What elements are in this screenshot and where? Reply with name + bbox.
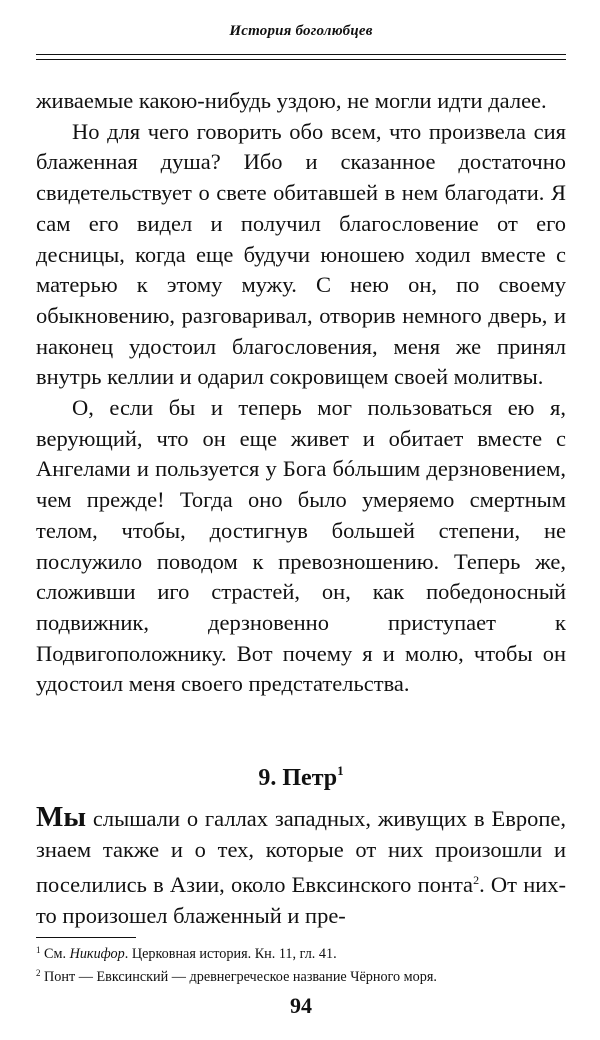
footnote-number: 2 bbox=[36, 968, 41, 978]
footnote-ref-2: 2 bbox=[473, 873, 480, 888]
section-heading bbox=[36, 763, 566, 792]
section-text-part-2: . От них-то произошел блаженный и пре- bbox=[36, 872, 567, 929]
paragraph: Но для чего говорить обо всем, что произвела сия блаженная душа? Ибо и сказанное достаточно свидетельствует о свете обитавшей в нем благодати. Я сам его видел и получил благословение от его десницы, когда еще будучи юношею ходил вместе с матерью к этому мужу. С нею он, по своему обыкновению, разговаривал, отворив немного дверь, и наконец удостоил благословения, меня же принял внутрь келлии и одарил сокровищем своей молитвы. bbox=[36, 118, 566, 390]
body-text bbox=[36, 86, 566, 700]
footnote-rule bbox=[36, 937, 136, 938]
footnotes bbox=[36, 941, 576, 987]
book-page bbox=[36, 0, 566, 1040]
section-title: 9. Петр bbox=[258, 765, 338, 791]
running-head: История боголюбцев bbox=[229, 23, 373, 39]
paragraph-continuation: живаемые какою-нибудь уздою, не могли идти далее. bbox=[36, 88, 547, 113]
section-body bbox=[36, 802, 566, 932]
footnote-2: $^2$ Понт — Евксинский — древнегреческое название Чёрного моря. bbox=[36, 968, 437, 985]
page-number: 94 bbox=[290, 993, 312, 1018]
header-rule-bottom bbox=[36, 59, 566, 60]
section-paragraph bbox=[36, 802, 566, 932]
section-text-part-1: слышали о галлах западных, живущих в Европе, знаем также и о тех, которые от них произошли и поселились в Азии, около Евксинского понта bbox=[36, 806, 566, 898]
paragraph: О, если бы и теперь мог пользоваться ею я, верующий, что он еще живет и обитает вместе с Ангелами и пользуется у Бога бóльшим дерзновением, чем прежде! Тогда оно было умеряемо смертным телом, чтобы, достигнув большей степени, не послужило поводом к превозношению. Теперь же, сложивши иго страстей, он, как победоносный подвижник, дерзновенно приступает к Подвигоположнику. Вот почему я и молю, чтобы он удостоил меня своего предстательства. bbox=[36, 395, 566, 697]
header-rule-top bbox=[36, 54, 566, 55]
footnote-ref-1: 1 bbox=[337, 763, 344, 778]
lead-word: Мы bbox=[36, 801, 87, 833]
footnote-author: Никифор bbox=[69, 946, 125, 962]
footnote-number: 1 bbox=[36, 945, 41, 955]
footnote-1: $^1$ См. Никифор. Церковная история. Кн. 11, гл. 41. bbox=[36, 945, 337, 962]
